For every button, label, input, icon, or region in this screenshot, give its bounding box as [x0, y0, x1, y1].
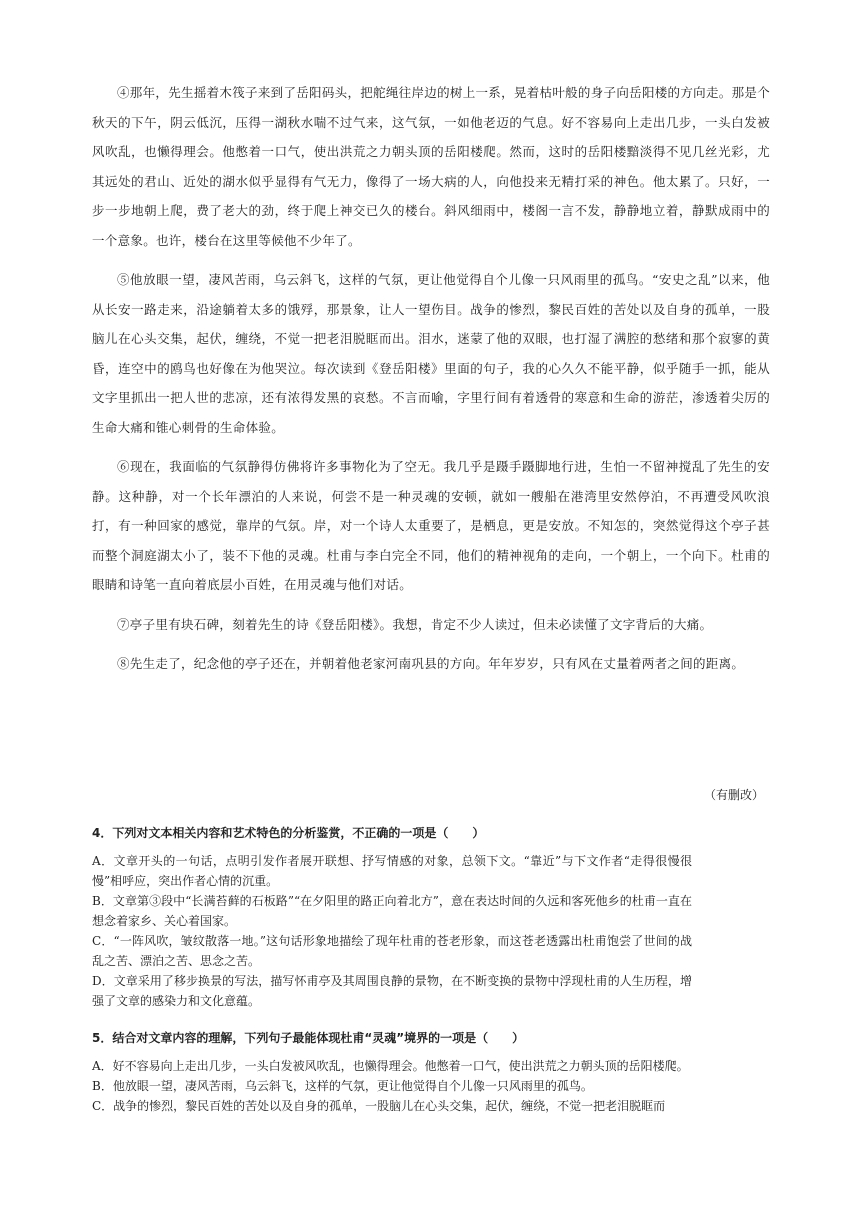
question-4-option-a: A．文章开头的一句话，点明引发作者展开联想、抒写情感的对象，总领下文。“靠近”与下文作者“走得很慢很慢”相呼应，突出作者心情的沉重。 [92, 854, 692, 888]
paragraph-4: ④那年，先生摇着木筏子来到了岳阳码头，把舵绳往岸边的树上一系，晃着枯叶般的身子向岳阳楼的方向走。那是个秋天的下午，阴云低沉，压得一湖秋水喘不过气来，这气氛，一如他老迈的气息。好不容易向上走出几步，一头白发被风吹乱，也懒得理会。他憋着一口气，使出洪荒之力朝头顶的岳阳楼爬。然而，这时的岳阳楼黯淡得不见几丝光彩，尤其远处的君山、近处的湖水似乎显得有气无力，像得了一场大病的人，向他投来无精打采的神色。他太累了。只好，一步一步地朝上爬，费了老大的劲，终于爬上神交已久的楼台。斜风细雨中，楼阁一言不发，静静地立着，静默成雨中的一个意象。也许，楼台在这里等候他不少年了。 [92, 85, 770, 248]
question-4-option-b: B．文章第③段中“长满苔藓的石板路”“在夕阳里的路正向着北方”，意在表达时间的久远和客死他乡的杜甫一直在想念着家乡、关心着国家。 [92, 894, 692, 928]
question-4-stem: 4．下列对文本相关内容和艺术特色的分析鉴赏，不正确的一项是（ ） [92, 826, 485, 840]
question-4-option-d: D．文章采用了移步换景的写法，描写怀甫亭及其周围良静的景物，在不断变换的景物中浮现杜甫的人生历程，增强了文章的感染力和文化意蕴。 [92, 974, 692, 1008]
question-5-option-a: A．好不容易向上走出几步，一头白发被风吹乱，也懒得理会。他憋着一口气，使出洪荒之力朝头顶的岳阳楼爬。 [92, 1059, 689, 1073]
question-5-option-c: C．战争的惨烈，黎民百姓的苦处以及自身的孤单，一股脑儿在心头交集，起伏，缠绕，不觉一把老泪脱眶而 [92, 1099, 666, 1113]
question-5 [92, 1028, 692, 1116]
paragraph-5: ⑤他放眼一望，凄风苦雨，乌云斜飞，这样的气氛，更让他觉得自个儿像一只风雨里的孤鸟。“安史之乱”以来，他从长安一路走来，沿途躺着太多的饿殍，那景象，让人一望伤目。战争的惨烈，黎民百姓的苦处以及自身的孤单，一股脑儿在心头交集，起伏，缠绕，不觉一把老泪脱眶而出。泪水，迷蒙了他的双眼，也打湿了满腔的愁绪和那个寂寥的黄昏，连空中的鸥鸟也好像在为他哭泣。每次读到《登岳阳楼》里面的句子，我的心久久不能平静，似乎随手一抓，能从文字里抓出一把人世的悲凉，还有浓得发黑的哀愁。不言而喻，字里行间有着透骨的寒意和生命的游茫，渗透着尖厉的生命大痛和锥心刺骨的生命体验。 [92, 272, 770, 435]
question-4 [92, 823, 692, 1011]
question-5-option-b: B．他放眼一望，凄风苦雨，乌云斜飞，这样的气氛，更让他觉得自个儿像一只风雨里的孤鸟。 [92, 1079, 593, 1093]
question-5-stem: 5．结合对文章内容的理解，下列句子最能体现杜甫“灵魂”境界的一项是（ ） [92, 1031, 525, 1045]
paragraph-6: ⑥现在，我面临的气氛静得仿佛将许多事物化为了空无。我几乎是蹑手蹑脚地行进，生怕一不留神搅乱了先生的安静。这种静，对一个长年漂泊的人来说，何尝不是一种灵魂的安顿，就如一艘船在港湾里安然停泊，不再遭受风吹浪打，有一种回家的感觉，靠岸的气氛。岸，对一个诗人太重要了，是栖息，更是安放。不知怎的，突然觉得这个亭子甚而整个洞庭湖太小了，装不下他的灵魂。杜甫与李白完全不同，他们的精神视角的走向，一个朝上，一个向下。杜甫的眼睛和诗笔一直向着底层小百姓，在用灵魂与他们对话。 [92, 459, 770, 592]
reading-passage [92, 78, 770, 689]
source-note: （有删改） [703, 788, 764, 802]
question-4-option-c: C．“一阵风吹，皱纹散落一地。”这句话形象地描绘了现年杜甫的苍老形象，而这苍老透露出杜甫饱尝了世间的战乱之苦、漂泊之苦、思念之苦。 [92, 934, 692, 968]
paragraph-8: ⑧先生走了，纪念他的亭子还在，并朝着他老家河南巩县的方向。年年岁岁，只有风在丈量着两者之间的距离。 [117, 656, 745, 671]
paragraph-7: ⑦亭子里有块石碑，刻着先生的诗《登岳阳楼》。我想，肯定不少人读过，但未必读懂了文字背后的大痛。 [117, 616, 713, 632]
